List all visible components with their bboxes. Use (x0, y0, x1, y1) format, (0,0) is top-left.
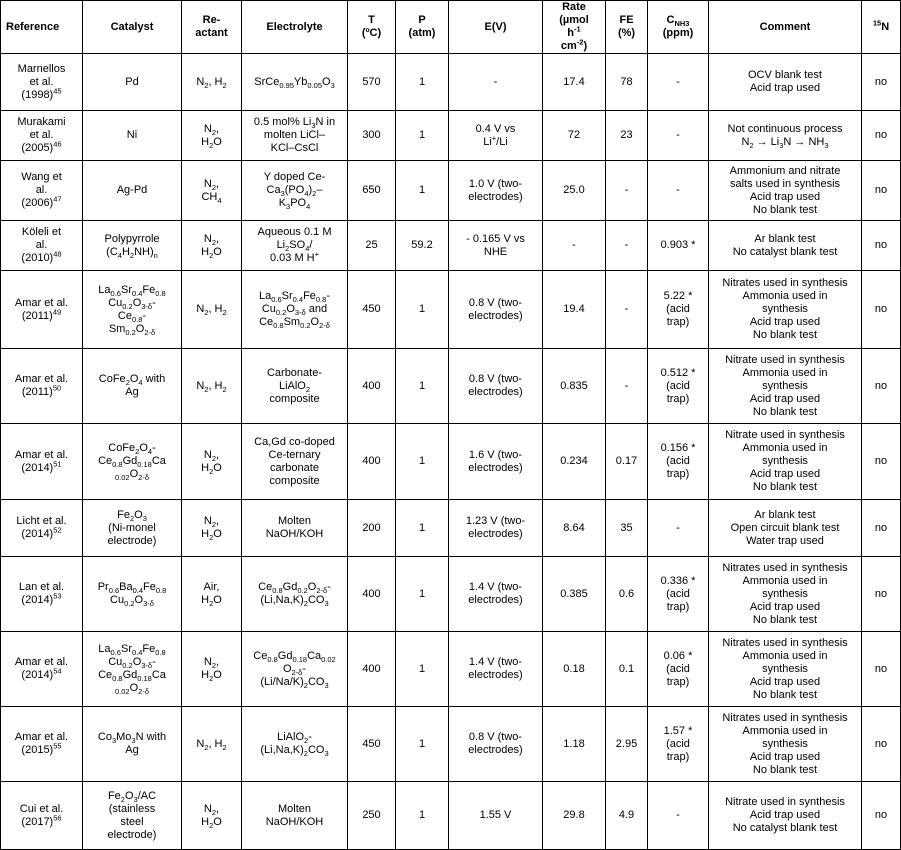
table-row (1, 424, 901, 500)
cell-electrolyte: Ca,Gd co-doped Ce-ternary carbonate composite (242, 424, 348, 500)
cell-temperature: 250 (348, 782, 396, 850)
cell-comment: OCV blank test Acid trap used (709, 54, 862, 111)
cell-reactant: $N_2$, $H_2$ (182, 271, 242, 349)
cell-cnh3: 1.57 * (acid trap) (648, 707, 709, 782)
cell-electrolyte: $Ce_{0.8}Gd_{0.18}Ca_{0.02}$ $O_{2-\delta}-$ $(Li/Na/K)_2CO_3$ (242, 632, 348, 707)
cell-temperature: 25 (348, 221, 396, 271)
cell-electrolyte: Molten NaOH/KOH (242, 500, 348, 557)
cell-n15: no (862, 707, 901, 782)
cell-reference: Amar et al. $(2014)^{51}$ (1, 424, 83, 500)
table-row (1, 349, 901, 424)
cell-catalyst: $CoFe_2O_4-$ $Ce_{0.8}Gd_{0.18}Ca$ $_{0.02}O_{2-\delta}$ (83, 424, 182, 500)
header-temperature: T (ºC) (348, 1, 396, 54)
cell-reactant: $N_2$, $H_2O$ (182, 424, 242, 500)
cell-electrolyte: Molten NaOH/KOH (242, 782, 348, 850)
cell-potential: 0.8 V (two- electrodes) (449, 707, 543, 782)
cell-catalyst: Ag-Pd (83, 161, 182, 221)
cell-pressure: 1 (396, 111, 449, 161)
cell-potential: 0.4 V vs Li+/Li (449, 111, 543, 161)
cell-fe: 2.95 (606, 707, 648, 782)
cell-n15: no (862, 111, 901, 161)
cell-cnh3: 0.06 * (acid trap) (648, 632, 709, 707)
cell-rate: 0.18 (543, 632, 606, 707)
cell-potential: 1.23 V (two- electrodes) (449, 500, 543, 557)
cell-reactant: Air, $H_2O$ (182, 557, 242, 632)
header-pressure: P (atm) (396, 1, 449, 54)
cell-reactant: $N_2$, $H_2O$ (182, 221, 242, 271)
cell-n15: no (862, 161, 901, 221)
cell-catalyst: $Fe_2O_3/AC$ (stainless steel electrode) (83, 782, 182, 850)
cell-rate: 0.234 (543, 424, 606, 500)
cell-fe: 23 (606, 111, 648, 161)
cell-cnh3: 5.22 * (acid trap) (648, 271, 709, 349)
cell-pressure: 1 (396, 707, 449, 782)
header-reference: Reference (1, 1, 83, 54)
cell-n15: no (862, 271, 901, 349)
cell-temperature: 400 (348, 424, 396, 500)
cell-reference: Murakami et al. $(2005)^{46}$ (1, 111, 83, 161)
table-row (1, 161, 901, 221)
cell-rate: 0.835 (543, 349, 606, 424)
cell-cnh3: - (648, 161, 709, 221)
cell-reference: Köleli et al. $(2010)^{48}$ (1, 221, 83, 271)
cell-reactant: $N_2$, $H_2$ (182, 54, 242, 111)
cell-cnh3: 0.512 * (acid trap) (648, 349, 709, 424)
cell-pressure: 1 (396, 782, 449, 850)
cell-rate: 29.8 (543, 782, 606, 850)
table-row (1, 54, 901, 111)
cell-cnh3: - (648, 500, 709, 557)
cell-n15: no (862, 782, 901, 850)
cell-cnh3: 0.156 * (acid trap) (648, 424, 709, 500)
cell-n15: no (862, 221, 901, 271)
cell-fe: 0.6 (606, 557, 648, 632)
cell-n15: no (862, 632, 901, 707)
cell-temperature: 200 (348, 500, 396, 557)
cell-fe: - (606, 161, 648, 221)
cell-cnh3: 0.903 * (648, 221, 709, 271)
cell-electrolyte: LiAlO$_2$- $(Li,Na,K)_2CO_3$ (242, 707, 348, 782)
cell-reference: Cui et al. $(2017)^{56}$ (1, 782, 83, 850)
cell-rate: 25.0 (543, 161, 606, 221)
cell-pressure: 1 (396, 349, 449, 424)
cell-cnh3: 0.336 * (acid trap) (648, 557, 709, 632)
cell-comment: Nitrate used in synthesis Acid trap used No catalyst blank test (709, 782, 862, 850)
table-row (1, 632, 901, 707)
header-catalyst: Catalyst (83, 1, 182, 54)
cell-rate: 0.385 (543, 557, 606, 632)
header-rate: Rate (µmol $h^{-1}$ $cm^{-2}$) (543, 1, 606, 54)
cell-fe: 0.1 (606, 632, 648, 707)
cell-pressure: 1 (396, 54, 449, 111)
cell-pressure: 1 (396, 161, 449, 221)
cell-comment: Ammonium and nitrate salts used in synthesis Acid trap used No blank test (709, 161, 862, 221)
table-row (1, 271, 901, 349)
cell-pressure: 1 (396, 632, 449, 707)
header-cnh3: $C_{NH3}$ (ppm) (648, 1, 709, 54)
header-comment: Comment (709, 1, 862, 54)
cell-comment: Nitrates used in synthesis Ammonia used in synthesis Acid trap used No blank test (709, 707, 862, 782)
table-row (1, 557, 901, 632)
cell-reactant: $N_2$, $H_2O$ (182, 111, 242, 161)
cell-reactant: $N_2$, $H_2O$ (182, 782, 242, 850)
cell-catalyst: $CoFe_2O_4$ with Ag (83, 349, 182, 424)
cell-n15: no (862, 349, 901, 424)
cell-rate: 1.18 (543, 707, 606, 782)
cell-reference: Lan et al. $(2014)^{53}$ (1, 557, 83, 632)
cell-electrolyte: Y doped Ce- $Ca_3(PO_4)_2-$ $K_3PO_4$ (242, 161, 348, 221)
cell-reactant: $N_2$, $H_2$ (182, 707, 242, 782)
header-electrolyte: Electrolyte (242, 1, 348, 54)
table-row (1, 500, 901, 557)
cell-electrolyte: 0.5 mol% $Li_3N$ in molten LiCl– KCl–CsCl (242, 111, 348, 161)
table-row (1, 221, 901, 271)
cell-catalyst: $La_{0.6}Sr_{0.4}Fe_{0.8}$ $Cu_{0.2}O_{3-\delta}-$ $Ce_{0.8}-$ $Sm_{0.2}O_{2-\delta}$ (83, 271, 182, 349)
cell-cnh3: - (648, 54, 709, 111)
table-row (1, 782, 901, 850)
header-fe: FE (%) (606, 1, 648, 54)
cell-fe: 0.17 (606, 424, 648, 500)
cell-reference: Amar et al. $(2011)^{50}$ (1, 349, 83, 424)
table-row (1, 707, 901, 782)
cell-catalyst: Polypyrrole $(C_4H_2NH)_n$ (83, 221, 182, 271)
cell-potential: 1.0 V (two- electrodes) (449, 161, 543, 221)
header-n15: $^{15}$N (862, 1, 901, 54)
cell-fe: 78 (606, 54, 648, 111)
cell-catalyst: Ni (83, 111, 182, 161)
cell-fe: - (606, 221, 648, 271)
cell-potential: 1.4 V (two- electrodes) (449, 632, 543, 707)
cell-temperature: 450 (348, 271, 396, 349)
cell-comment: Nitrates used in synthesis Ammonia used in synthesis Acid trap used No blank test (709, 271, 862, 349)
cell-pressure: 1 (396, 271, 449, 349)
cell-temperature: 450 (348, 707, 396, 782)
cell-fe: - (606, 349, 648, 424)
cell-temperature: 570 (348, 54, 396, 111)
cell-temperature: 400 (348, 349, 396, 424)
cell-reference: Wang et al. $(2006)^{47}$ (1, 161, 83, 221)
cell-reactant: $N_2$, $CH_4$ (182, 161, 242, 221)
cell-catalyst: $Co_3Mo_3N$ with Ag (83, 707, 182, 782)
cell-electrolyte: $SrCe_{0.95}Yb_{0.05}O_3$ (242, 54, 348, 111)
cell-electrolyte: Carbonate- LiAlO$_2$ composite (242, 349, 348, 424)
cell-rate: - (543, 221, 606, 271)
cell-reference: Amar et al. $(2011)^{49}$ (1, 271, 83, 349)
cell-comment: Nitrate used in synthesis Ammonia used in synthesis Acid trap used No blank test (709, 424, 862, 500)
cell-cnh3: - (648, 111, 709, 161)
cell-pressure: 1 (396, 500, 449, 557)
cell-electrolyte: $La_{0.6}Sr_{0.4}Fe_{0.8}-$ $Cu_{0.2}O_{3-\delta}$ and $Ce_{0.8}Sm_{0.2}O_{2-\delta}$ (242, 271, 348, 349)
cell-pressure: 1 (396, 424, 449, 500)
cell-pressure: 1 (396, 557, 449, 632)
cell-fe: - (606, 271, 648, 349)
cell-comment: Nitrates used in synthesis Ammonia used in synthesis Acid trap used No blank test (709, 557, 862, 632)
cell-electrolyte: Aqueous 0.1 M $Li_2SO_4/$ 0.03 M H+ (242, 221, 348, 271)
cell-n15: no (862, 557, 901, 632)
cell-potential: - (449, 54, 543, 111)
cell-temperature: 650 (348, 161, 396, 221)
cell-comment: Ar blank test Open circuit blank test Water trap used (709, 500, 862, 557)
cell-reactant: $N_2$, $H_2O$ (182, 500, 242, 557)
cell-reference: Marnellos et al. $(1998)^{45}$ (1, 54, 83, 111)
cell-pressure: 59.2 (396, 221, 449, 271)
cell-n15: no (862, 424, 901, 500)
cell-reactant: $N_2$, $H_2O$ (182, 632, 242, 707)
cell-rate: 17.4 (543, 54, 606, 111)
cell-temperature: 300 (348, 111, 396, 161)
cell-rate: 19.4 (543, 271, 606, 349)
cell-reference: Amar et al. $(2015)^{55}$ (1, 707, 83, 782)
cell-comment: Not continuous process $N_2 \to Li_3N \to NH_3$ (709, 111, 862, 161)
cell-electrolyte: $Ce_{0.8}Gd_{0.2}O_{2-\delta}-$ $(Li,Na,K)_2CO_3$ (242, 557, 348, 632)
cell-reactant: $N_2$, $H_2$ (182, 349, 242, 424)
header-reactant: Re- actant (182, 1, 242, 54)
cell-fe: 35 (606, 500, 648, 557)
cell-potential: 1.55 V (449, 782, 543, 850)
header-row (1, 1, 901, 54)
cell-rate: 8.64 (543, 500, 606, 557)
cell-reference: Amar et al. $(2014)^{54}$ (1, 632, 83, 707)
cell-potential: 0.8 V (two- electrodes) (449, 349, 543, 424)
cell-catalyst: $Fe_2O_3$ (Ni-monel electrode) (83, 500, 182, 557)
cell-catalyst: $La_{0.6}Sr_{0.4}Fe_{0.8}$ $Cu_{0.2}O_{3-\delta}-$ $Ce_{0.8}Gd_{0.18}Ca$ $_{0.02}O_{2-\delta}$ (83, 632, 182, 707)
cell-potential: 1.6 V (two- electrodes) (449, 424, 543, 500)
cell-catalyst: $Pr_{0.6}Ba_{0.4}Fe_{0.8}$ $Cu_{0.2}O_{3-\delta}$ (83, 557, 182, 632)
cell-potential: - 0.165 V vs NHE (449, 221, 543, 271)
cell-comment: Ar blank test No catalyst blank test (709, 221, 862, 271)
cell-n15: no (862, 54, 901, 111)
cell-comment: Nitrate used in synthesis Ammonia used in synthesis Acid trap used No blank test (709, 349, 862, 424)
cell-catalyst: Pd (83, 54, 182, 111)
cell-n15: no (862, 500, 901, 557)
cell-temperature: 400 (348, 632, 396, 707)
cell-cnh3: - (648, 782, 709, 850)
cell-fe: 4.9 (606, 782, 648, 850)
cell-rate: 72 (543, 111, 606, 161)
cell-comment: Nitrates used in synthesis Ammonia used in synthesis Acid trap used No blank test (709, 632, 862, 707)
cell-reference: Licht et al. $(2014)^{52}$ (1, 500, 83, 557)
cell-temperature: 400 (348, 557, 396, 632)
cell-potential: 1.4 V (two- electrodes) (449, 557, 543, 632)
cell-potential: 0.8 V (two- electrodes) (449, 271, 543, 349)
header-potential: E(V) (449, 1, 543, 54)
table-row (1, 111, 901, 161)
